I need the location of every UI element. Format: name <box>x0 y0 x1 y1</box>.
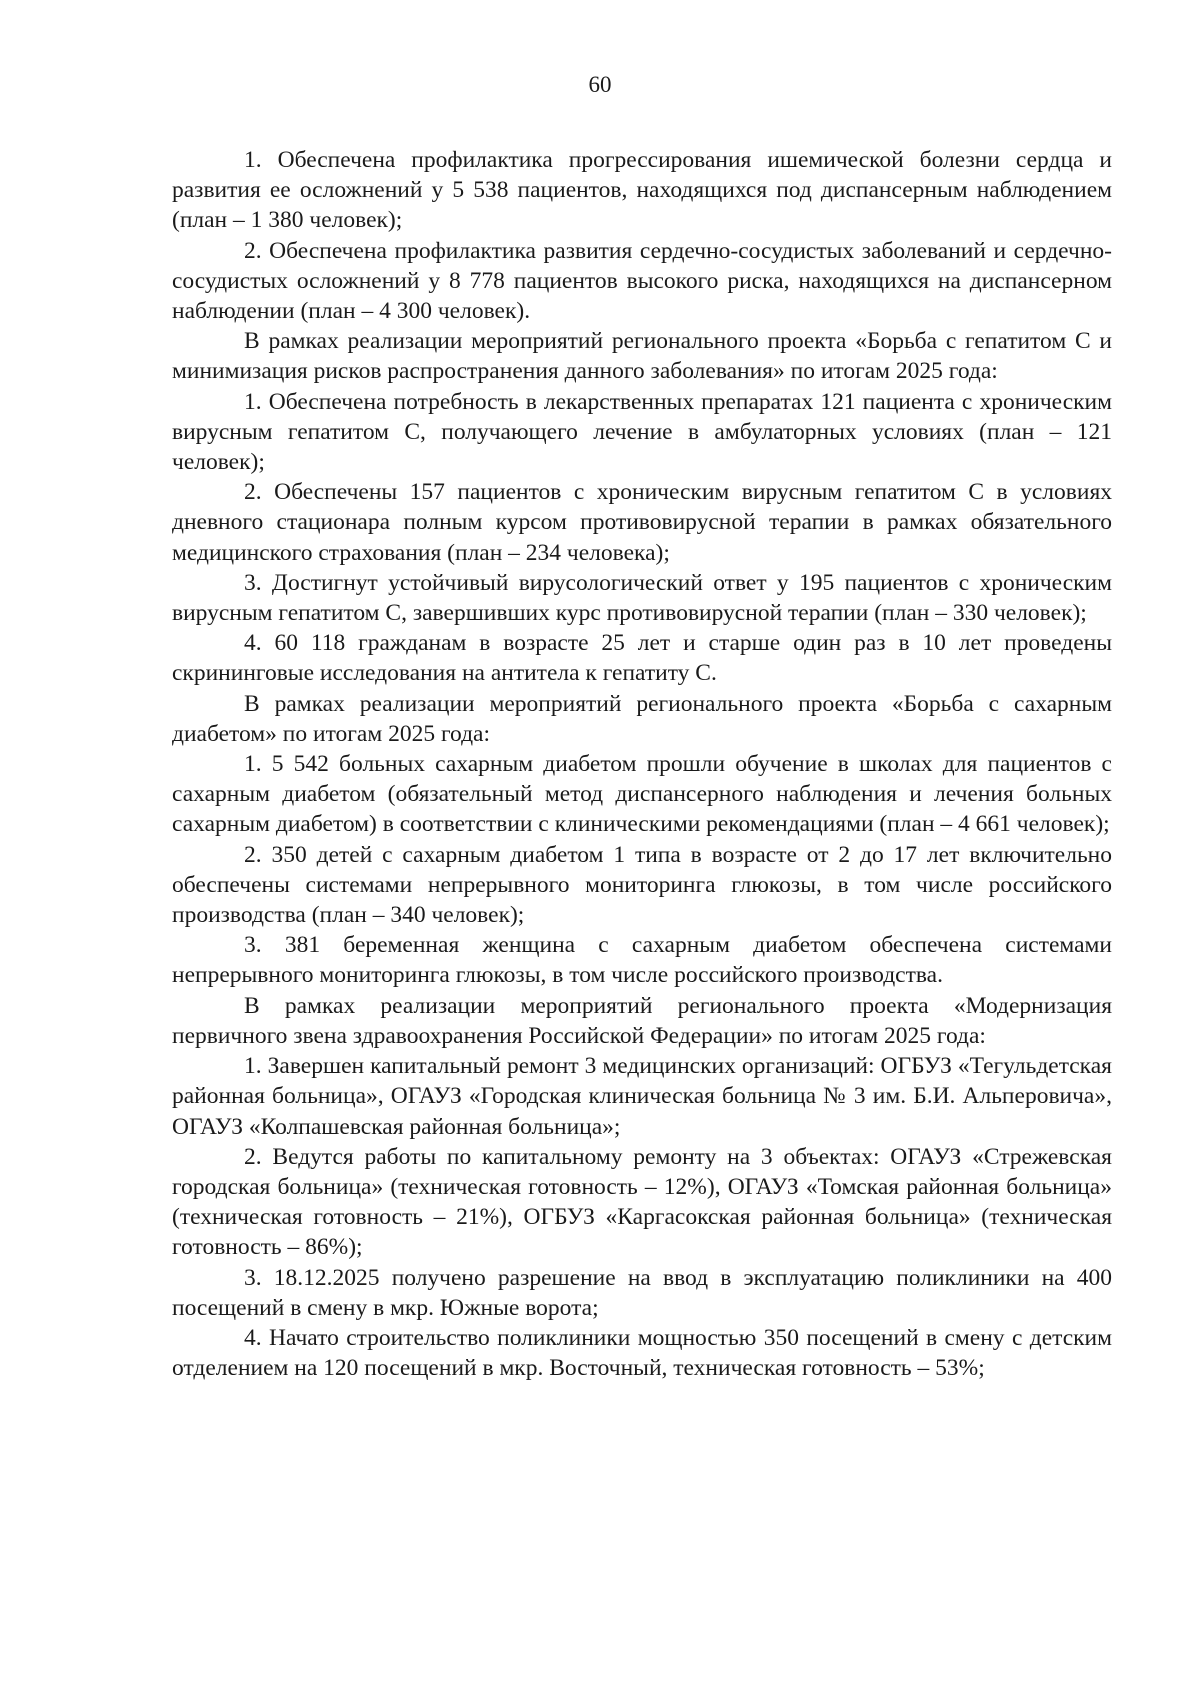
paragraph-diabetes-schools: 1. 5 542 больных сахарным диабетом прошли обучение в школах для пациентов с сахарным диабетом (обязательный метод диспансерного наблюдения и лечения больных сахарным диабетом) в соответствии с клиническими рекомендациями (план – 4 661 человек); <box>172 751 1112 838</box>
paragraph-hepatitis-screening: 4. 60 118 гражданам в возрасте 25 лет и старше один раз в 10 лет проведены скрининговые исследования на антитела к гепатиту С. <box>172 630 1112 687</box>
paragraph-cvd-prevention: 2. Обеспечена профилактика развития сердечно-сосудистых заболеваний и сердечно-сосудистых осложнений у 8 778 пациентов высокого риска, находящихся на диспансерном наблюдении (план – 4 300 человек). <box>172 237 1112 325</box>
paragraph-diabetes-children: 2. 350 детей с сахарным диабетом 1 типа в возрасте от 2 до 17 лет включительно обеспечены системами непрерывного мониторинга глюкозы, в том числе российского производства (план – 340 человек); <box>172 841 1112 929</box>
paragraph-clinic-construction: 4. Начато строительство поликлиники мощностью 350 посещений в смену с детским отделением на 120 посещений в мкр. Восточный, техническая готовность – 53%; <box>172 1324 1112 1382</box>
document-body <box>172 145 1112 1383</box>
paragraph-hepatitis-drugs: 1. Обеспечена потребность в лекарственных препаратах 121 пациента с хроническим вирусным гепатитом С, получающего лечение в амбулаторных условиях (план – 121 человек); <box>172 388 1112 476</box>
page-number: 60 <box>588 72 612 97</box>
paragraph-ihd-prevention: 1. Обеспечена профилактика прогрессирования ишемической болезни сердца и развития ее осложнений у 5 538 пациентов, находящихся под диспансерным наблюдением (план – 1 380 человек); <box>172 147 1112 234</box>
paragraph-hepatitis-day-hospital: 2. Обеспечены 157 пациентов с хроническим вирусным гепатитом С в условиях дневного стационара полным курсом противовирусной терапии в рамках обязательного медицинского страхования (план – 234 человека); <box>172 479 1112 566</box>
paragraph-capital-repair-done: 1. Завершен капитальный ремонт 3 медицинских организаций: ОГБУЗ «Тегульдетская районная больница», ОГАУЗ «Городская клиническая больница № 3 им. Б.И. Альперовича», ОГАУЗ «Колпашевская районная больница»; <box>172 1053 1112 1140</box>
paragraph-diabetes-pregnant: 3. 381 беременная женщина с сахарным диабетом обеспечена системами непрерывного мониторинга глюкозы, в том числе российского производства. <box>172 932 1112 989</box>
paragraph-hepatitis-response: 3. Достигнут устойчивый вирусологический ответ у 195 пациентов с хроническим вирусным гепатитом С, завершивших курс противовирусной терапии (план – 330 человек); <box>172 569 1112 627</box>
paragraph-capital-repair-ongoing: 2. Ведутся работы по капитальному ремонту на 3 объектах: ОГАУЗ «Стрежевская городская больница» (техническая готовность – 12%), ОГАУЗ «Томская районная больница» (техническая готовность – 21%), ОГБУЗ «Каргасокская районная больница» (техническая готовность – 86%); <box>172 1143 1112 1261</box>
paragraph-diabetes-intro: В рамках реализации мероприятий регионального проекта «Борьба с сахарным диабетом» по итогам 2025 года: <box>172 690 1112 747</box>
paragraph-clinic-permit: 3. 18.12.2025 получено разрешение на ввод в эксплуатацию поликлиники на 400 посещений в смену в мкр. Южные ворота; <box>172 1264 1112 1321</box>
paragraph-hepatitis-intro: В рамках реализации мероприятий регионального проекта «Борьба с гепатитом С и минимизация рисков распространения данного заболевания» по итогам 2025 года: <box>172 328 1112 385</box>
paragraph-primary-care-intro: В рамках реализации мероприятий регионального проекта «Модернизация первичного звена здравоохранения Российской Федерации» по итогам 2025 года: <box>172 992 1112 1049</box>
